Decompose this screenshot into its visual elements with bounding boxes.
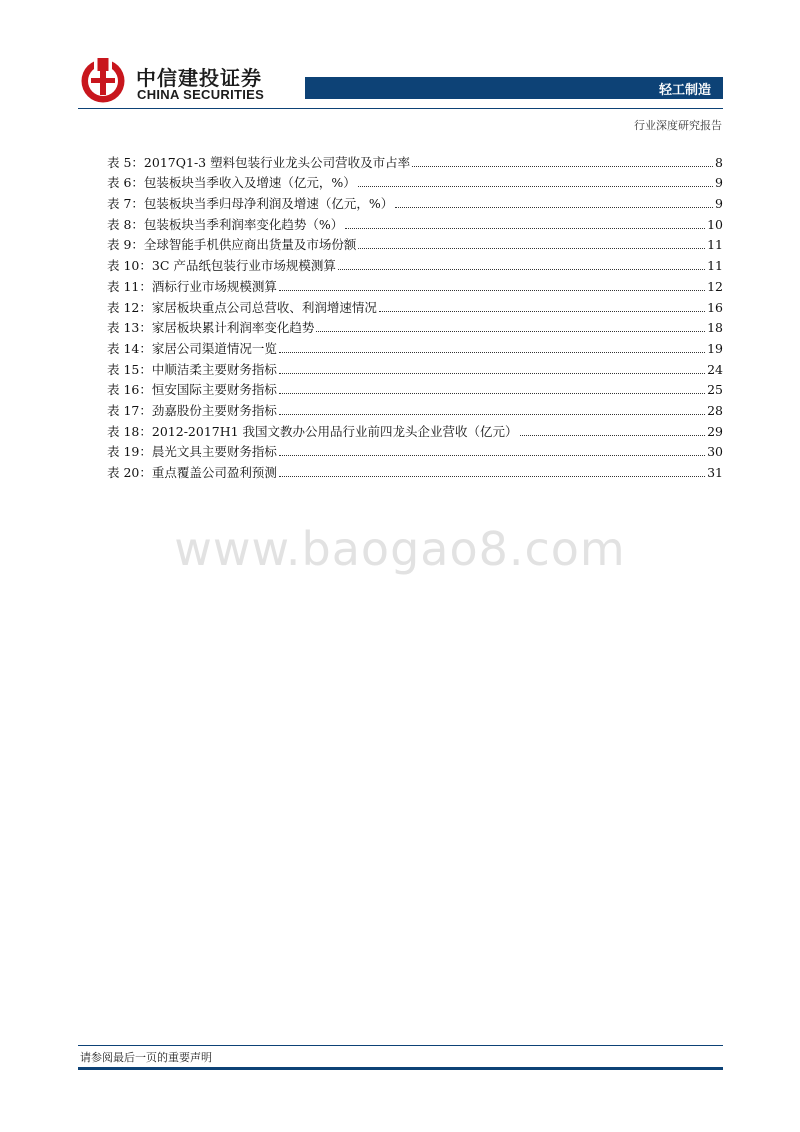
toc-entry-label: 表 17：劲嘉股份主要财务指标 bbox=[107, 402, 277, 418]
toc-entry[interactable] bbox=[107, 295, 723, 316]
toc-entry[interactable] bbox=[107, 460, 723, 481]
toc-entry-page: 28 bbox=[707, 402, 723, 418]
toc-entry[interactable] bbox=[107, 378, 723, 399]
section-title: 轻工制造 bbox=[658, 83, 711, 98]
toc-entry[interactable] bbox=[107, 357, 723, 378]
toc-entry[interactable] bbox=[107, 212, 723, 233]
toc-leader-dots bbox=[316, 331, 705, 332]
toc-entry-label: 表 10：3C 产品纸包装行业市场规模测算 bbox=[107, 258, 336, 274]
toc-entry[interactable] bbox=[107, 233, 723, 254]
report-type: 行业深度研究报告 bbox=[634, 119, 722, 132]
toc-entry[interactable] bbox=[107, 150, 723, 171]
toc-entry-label: 表 9：全球智能手机供应商出货量及市场份额 bbox=[107, 237, 357, 253]
toc-entry-page: 11 bbox=[707, 237, 723, 253]
toc-entry-page: 10 bbox=[707, 216, 723, 232]
toc-entry-page: 9 bbox=[715, 175, 723, 191]
toc-entry-page: 9 bbox=[715, 196, 723, 212]
toc-entry-label: 表 16：恒安国际主要财务指标 bbox=[107, 382, 277, 398]
toc-entry[interactable] bbox=[107, 274, 723, 295]
toc-entry-page: 25 bbox=[707, 382, 723, 398]
toc-entry-label: 表 6：包装板块当季收入及增速（亿元，%） bbox=[107, 175, 356, 191]
toc-leader-dots bbox=[358, 248, 705, 249]
toc-leader-dots bbox=[279, 455, 705, 456]
toc-entry-label: 表 11：酒标行业市场规模测算 bbox=[107, 278, 277, 294]
toc-entry-label: 表 12：家居板块重点公司总营收、利润增速情况 bbox=[107, 299, 377, 315]
toc-leader-dots bbox=[358, 186, 713, 187]
watermark: www.baogao8.com bbox=[174, 522, 626, 576]
citic-logo-icon bbox=[80, 58, 126, 104]
footer-divider bbox=[78, 1045, 723, 1046]
toc-entry[interactable] bbox=[107, 316, 723, 337]
toc-leader-dots bbox=[279, 414, 705, 415]
toc-entry-page: 16 bbox=[707, 299, 723, 315]
toc-entry-label: 表 8：包装板块当季利润率变化趋势（%） bbox=[107, 216, 344, 232]
toc-leader-dots bbox=[279, 290, 705, 291]
toc-entry[interactable] bbox=[107, 171, 723, 192]
toc-leader-dots bbox=[279, 393, 705, 394]
toc-entry-label: 表 7：包装板块当季归母净利润及增速（亿元，%） bbox=[107, 196, 394, 212]
logo-chinese-name: 中信建投证券 bbox=[136, 66, 262, 90]
toc-leader-dots bbox=[279, 373, 705, 374]
toc-leader-dots bbox=[412, 166, 713, 167]
toc-entry[interactable] bbox=[107, 253, 723, 274]
toc-entry-page: 18 bbox=[707, 320, 723, 336]
toc-entry-label: 表 18：2012-2017H1 我国文教办公用品行业前四龙头企业营收（亿元） bbox=[107, 423, 518, 439]
toc-entry-page: 11 bbox=[707, 258, 723, 274]
toc-entry-label: 表 19：晨光文具主要财务指标 bbox=[107, 444, 277, 460]
toc-entry[interactable] bbox=[107, 440, 723, 461]
toc-entry-label: 表 20：重点覆盖公司盈利预测 bbox=[107, 465, 277, 480]
toc-entry-page: 19 bbox=[707, 340, 723, 356]
toc-entry-page: 8 bbox=[715, 154, 723, 170]
toc-leader-dots bbox=[395, 207, 713, 208]
toc-leader-dots bbox=[520, 435, 706, 436]
footer-bar bbox=[78, 1067, 723, 1070]
toc-leader-dots bbox=[345, 228, 705, 229]
toc-entry-page: 12 bbox=[707, 278, 723, 294]
header-section-bar bbox=[305, 77, 723, 99]
logo-english-name: CHINA SECURITIES bbox=[137, 87, 265, 102]
toc-leader-dots bbox=[338, 269, 705, 270]
toc-entry[interactable] bbox=[107, 398, 723, 419]
table-of-contents bbox=[107, 150, 723, 481]
toc-leader-dots bbox=[379, 311, 705, 312]
toc-leader-dots bbox=[279, 476, 705, 477]
toc-entry[interactable] bbox=[107, 336, 723, 357]
header-divider bbox=[78, 108, 723, 109]
footer-notice: 请参阅最后一页的重要声明 bbox=[80, 1051, 212, 1064]
toc-entry-label: 表 5：2017Q1-3 塑料包装行业龙头公司营收及市占率 bbox=[107, 154, 411, 170]
toc-entry-page: 31 bbox=[707, 465, 723, 480]
toc-entry-page: 29 bbox=[707, 423, 723, 439]
toc-entry-label: 表 15：中顺洁柔主要财务指标 bbox=[107, 361, 277, 377]
company-logo bbox=[80, 58, 280, 104]
toc-leader-dots bbox=[279, 352, 705, 353]
toc-entry-page: 24 bbox=[707, 361, 723, 377]
toc-entry[interactable] bbox=[107, 191, 723, 212]
toc-entry[interactable] bbox=[107, 419, 723, 440]
toc-entry-label: 表 13：家居板块累计利润率变化趋势 bbox=[107, 320, 315, 336]
toc-entry-label: 表 14：家居公司渠道情况一览 bbox=[107, 340, 277, 356]
toc-entry-page: 30 bbox=[707, 444, 723, 460]
